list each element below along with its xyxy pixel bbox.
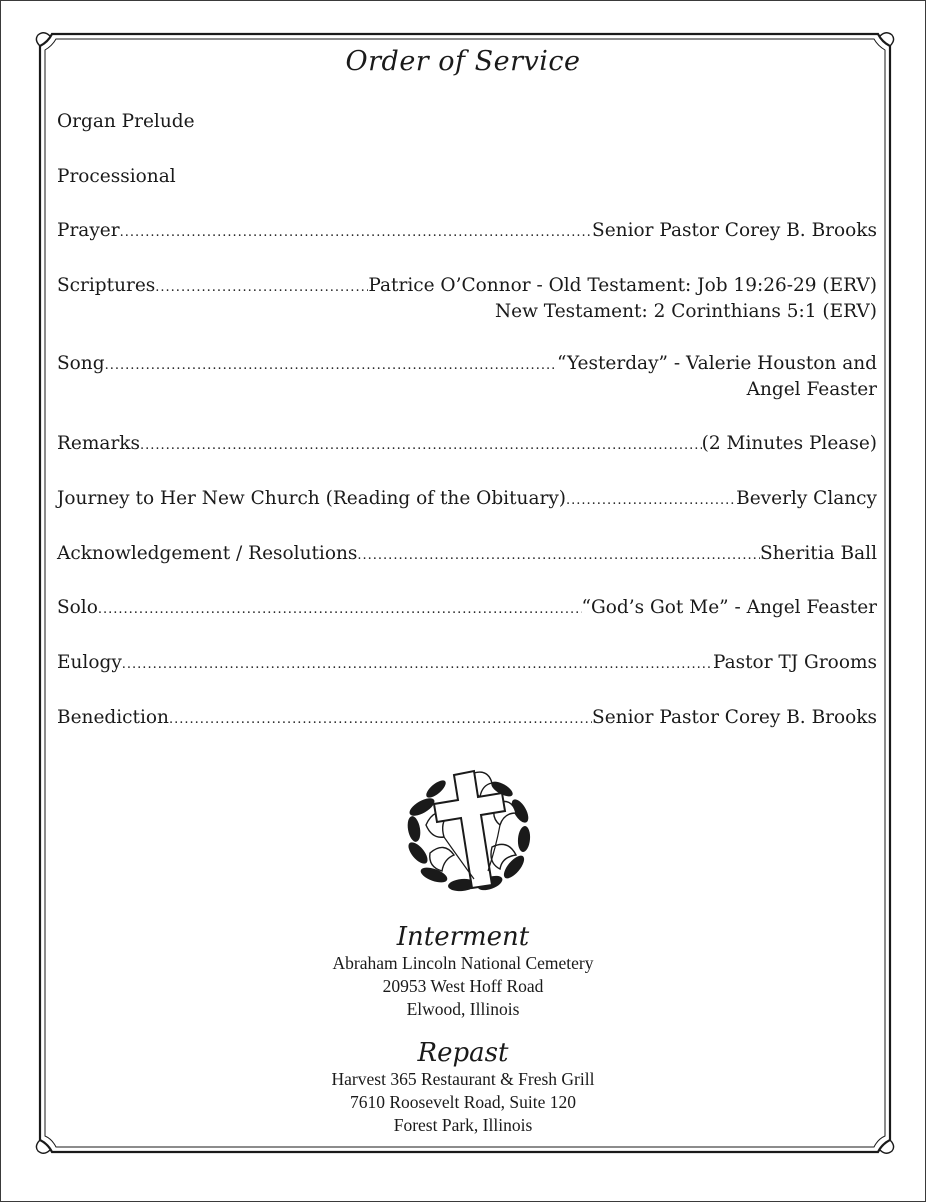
program-item-detail-continued: Angel Feaster	[746, 379, 877, 400]
program-item-label: Journey to Her New Church (Reading of the Obituary)	[57, 488, 566, 509]
program-item-detail: Senior Pastor Corey B. Brooks	[592, 707, 877, 728]
repast-address-line: Forest Park, Illinois	[393, 1115, 533, 1135]
page-title: Order of Service	[345, 46, 581, 77]
program-item-detail: Beverly Clancy	[736, 488, 877, 509]
program-item-detail: Senior Pastor Corey B. Brooks	[592, 220, 877, 241]
program-item-obituary	[57, 487, 877, 513]
dot-leader	[566, 489, 736, 513]
dot-leader	[105, 354, 557, 378]
program-item-acknowledgement	[57, 542, 877, 568]
program-item-label: Song	[57, 353, 105, 374]
interment-heading: Interment	[396, 922, 530, 952]
dot-leader	[155, 276, 368, 300]
program-item-organ-prelude	[57, 110, 877, 134]
program-item-label: Benediction	[57, 707, 169, 728]
program-item-label: Organ Prelude	[57, 111, 195, 132]
program-item-label: Solo	[57, 597, 98, 618]
program-item-eulogy	[57, 651, 877, 677]
cross-with-lilies-icon	[404, 767, 534, 895]
dot-leader	[122, 653, 713, 677]
repast-heading: Repast	[417, 1038, 509, 1068]
program-item-detail: Patrice O’Connor - Old Testament: Job 19:26-29 (ERV)	[368, 275, 877, 296]
program-item-label: Remarks	[57, 433, 140, 454]
dot-leader	[140, 434, 702, 458]
program-item-processional	[57, 165, 877, 189]
program-item-remarks	[57, 432, 877, 458]
repast-address-line: Harvest 365 Restaurant & Fresh Grill	[331, 1069, 595, 1089]
program-item-label: Acknowledgement / Resolutions	[57, 543, 358, 564]
program-item-label: Prayer	[57, 220, 120, 241]
program-item-scriptures	[57, 274, 877, 324]
program-item-solo	[57, 596, 877, 622]
program-item-detail: Pastor TJ Grooms	[712, 652, 877, 673]
dot-leader	[98, 598, 582, 622]
program-item-detail-continued: New Testament: 2 Corinthians 5:1 (ERV)	[494, 301, 877, 322]
program-item-label: Processional	[57, 166, 176, 187]
program-item-detail: “God’s Got Me” - Angel Feaster	[581, 597, 877, 618]
program-item-detail: (2 Minutes Please)	[701, 433, 877, 454]
interment-address-line: Elwood, Illinois	[406, 999, 520, 1019]
program-item-prayer	[57, 219, 877, 245]
program-item-song	[57, 352, 877, 402]
repast-address-line: 7610 Roosevelt Road, Suite 120	[349, 1092, 577, 1112]
dot-leader	[120, 221, 592, 245]
dot-leader	[169, 708, 592, 732]
interment-address-line: 20953 West Hoff Road	[382, 976, 544, 996]
interment-address-line: Abraham Lincoln National Cemetery	[332, 953, 594, 973]
program-item-label: Scriptures	[57, 275, 156, 296]
program-item-detail: Sheritia Ball	[759, 543, 877, 564]
program-item-benediction	[57, 706, 877, 732]
dot-leader	[357, 544, 760, 568]
program-item-detail: “Yesterday” - Valerie Houston and	[556, 353, 877, 374]
program-item-label: Eulogy	[57, 652, 122, 673]
